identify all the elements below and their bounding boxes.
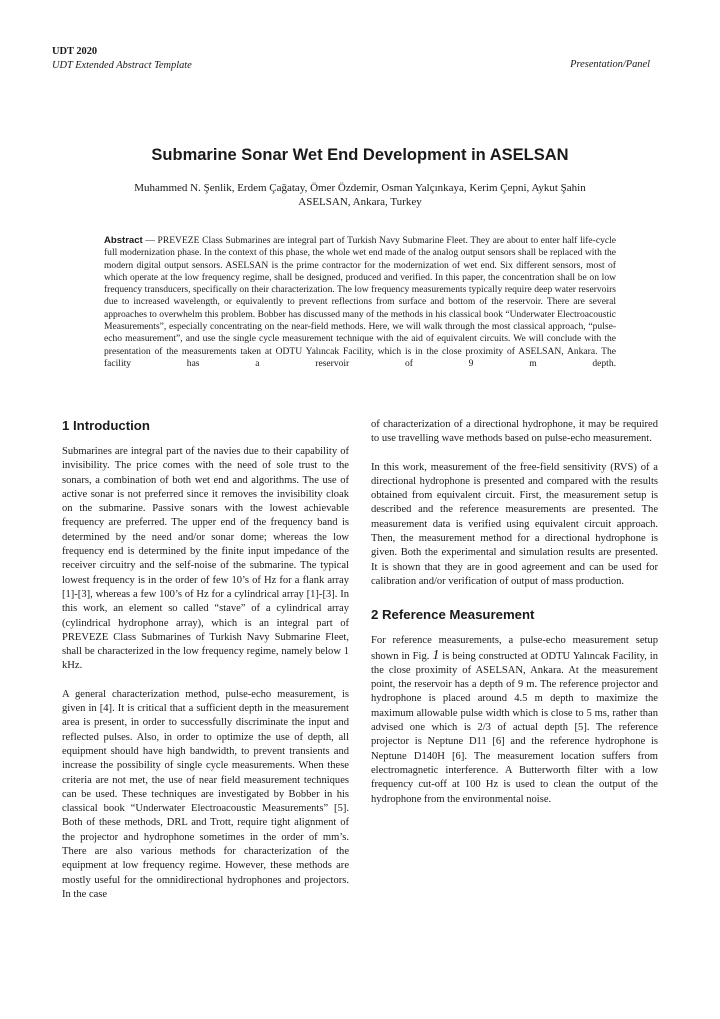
section-heading-reference-measurement: 2 Reference Measurement [371, 607, 535, 623]
reference-text-start: For reference measurements, a pulse-echo measurement setup shown in Fig. [371, 635, 658, 662]
presentation-category: Presentation/Panel [570, 59, 650, 70]
intro-paragraph-2: A general characterization method, pulse-echo measurement, is given in [4]. It is critical that a sufficient depth in the measurement area is present, in order to successfully discriminate the input and reflected pulses. Also, in order to optimize the use of depth, all equipment should have high bandwidth, to prevent transients and increase the possibility of single cycle measurements. When these criteria are not met, the use of near field measurement techniques can be used. These techniques are investigated by Bobber in his classical book “Underwater Electroacoustic Measurements” [5]. Both of these methods, DRL and Trott, require tight alignment of the projector and hydrophone sometimes in the order of mm’s. There are also various methods for characterization of the equipment at low frequency regime. However, these methods are mostly useful for the omnidirectional hydrophones and projectors. In the case [62, 688, 349, 900]
right-column [371, 418, 658, 821]
figure-reference-link[interactable]: 1 [432, 647, 440, 663]
conference-name: UDT 2020 [52, 46, 98, 57]
left-column [62, 418, 349, 916]
section-heading-introduction: 1 Introduction [62, 418, 150, 433]
reference-paragraph-1 [371, 634, 658, 807]
intro-paragraph-1: Submarines are integral part of the navies due to their capability of invisibility. The price comes with the need of sole trust to the sonars, a combination of both wet end and algorithms. The use of active sonar is not preferred since it removes the invisibility cloak on the submarine. Passive sonars with the lowest achievable frequency are preferred. The upper end of the frequency band is determined by the need and/or sonar dome; whereas the low frequency end is determined by the finite input impedance of the receiver circuitry and the self-noise of the submarine. The typical lowest frequency is in the order of few 10’s of Hz for a flank array [1]-[3], whereas a few 100’s of Hz for a cylindrical array [1]-[3]. In this work, an element so called “stave” of a cylindrical array (cylindrical hydrophone array), which is an integral part of PREVEZE Class Submarines of Turkish Navy Submarine Fleet, shall be characterized in the low frequency regime, namely below 1 kHz. [62, 446, 349, 672]
intro-paragraph-4: In this work, measurement of the free-field sensitivity (RVS) of a directional hydrophone is presented and compared with the results obtained from equivalent circuit. First, the measurement setup is described and the reference measurements are presented. The measurement data is verified using equivalent circuit approach. Then, the measurement method for a directional hydrophone is given. Both the experimental and simulation results are presented. It is shown that they are in good agreement and can be used for calibration and/or verification of output of mass production. [371, 461, 658, 587]
intro-paragraph-3: of characterization of a directional hydrophone, it may be required to use travelling wave methods based on pulse-echo measurement. [371, 419, 658, 445]
author-list: Muhammed N. Şenlik, Erdem Çağatay, Ömer Özdemir, Osman Yalçınkaya, Kerim Çepni, Aykut Şahin [134, 182, 586, 194]
abstract [104, 235, 616, 370]
affiliation: ASELSAN, Ankara, Turkey [298, 196, 422, 208]
author-block [60, 181, 660, 209]
abstract-label: Abstract [104, 235, 143, 246]
template-name: UDT Extended Abstract Template [52, 60, 192, 71]
paper-title: Submarine Sonar Wet End Development in ASELSAN [151, 146, 569, 164]
abstract-text: — PREVEZE Class Submarines are integral part of Turkish Navy Submarine Fleet. They are about to enter half life-cycle full modernization phase. In the context of this phase, the whole wet end made of the analog output sensors shall be replaced with the modern digital output sensors. ASELSAN is the prime contractor for the modernization of wet end. Six different sensors, most of which operate at the low frequency regime, shall be designed, produced and verified. In this paper, the concentration shall be on low frequency transducers, specifically on their characterization. The low frequency measurements typically require deep water reservoirs due to increased wavelength, or equivalently to prevent reflections from surface and bottom of the reservoir. There are several approaches to overwhelm this problem. Bobber has discussed many of the methods in his classical book “Underwater Electroacoustic Measurements”, especially concentrating on the near-field methods. Here, we will walk through the most classical approach, “pulse-echo measurement”, and use the single cycle measurement technique with the aid of equivalent circuits. We will conclude with the presentation of the measurements taken at ODTU Yalıncak Facility, which is in the close proximity of ASELSAN, Ankara. The facility has a reservoir of 9 m depth. [104, 235, 616, 369]
reference-text-end: is being constructed at ODTU Yalıncak Facility, in the close proximity of ASELSAN, Ankara. At the measurement point, the reservoir has a depth of 9 m. The reference projector and hydrophone is placed around 4.5 m depth to maximize the maximum allowable pulse width which is close to 5 ms, rather than advised one which is 2/3 of actual depth [5]. The reference projector is Neptune D11 [6] and the reference hydrophone is Neptune D140H [6]. The measurement location suffers from electromagnetic interference. A Butterworth filter with a low frequency cut-off at 100 Hz is used to clean the output of the hydrophone from the environmental noise. [371, 650, 658, 805]
